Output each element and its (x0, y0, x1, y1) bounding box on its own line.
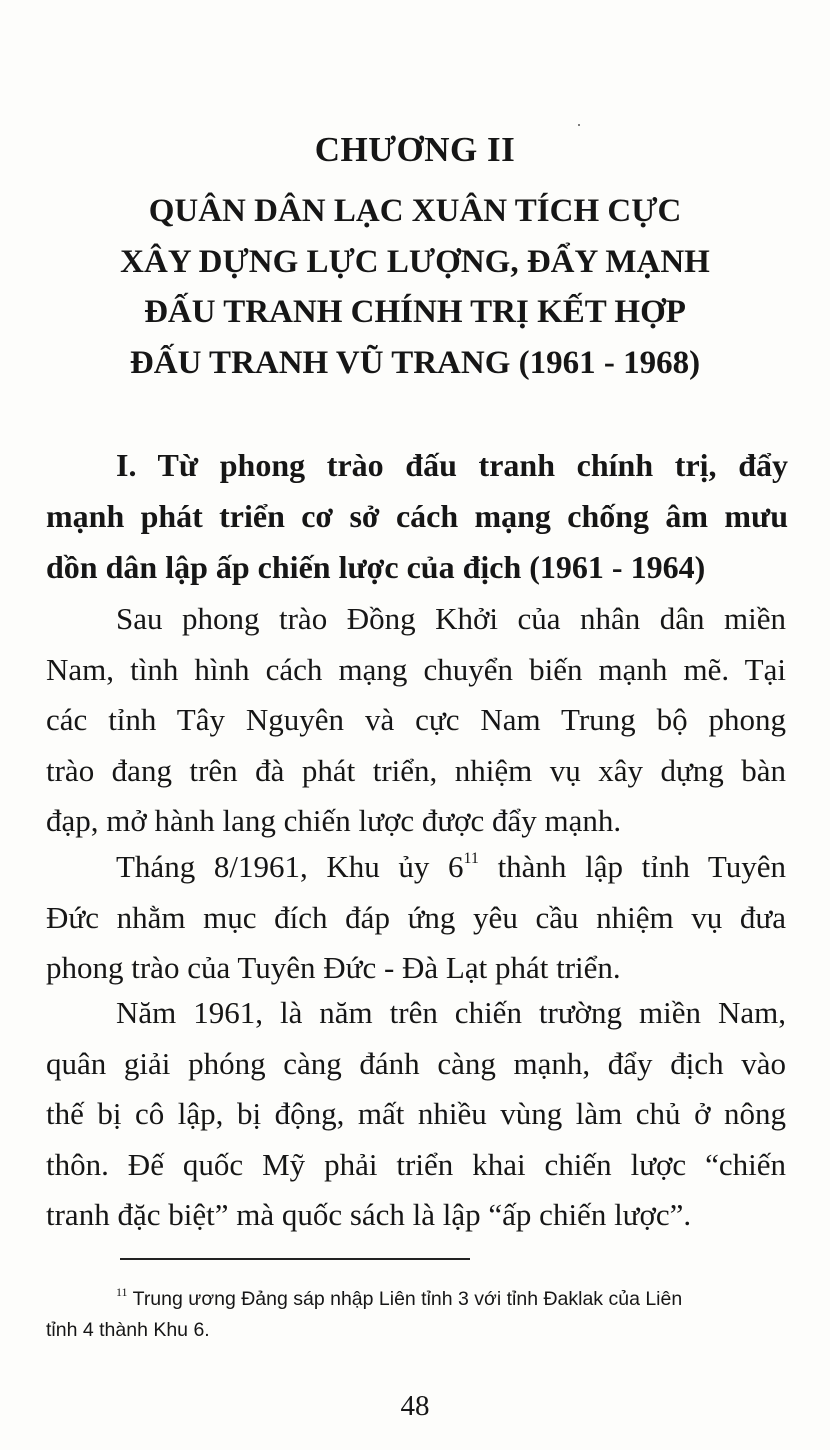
text-line: Sau phong trào Đồng Khởi của nhân dân miền (116, 601, 786, 636)
footnote-reference: 11 (463, 850, 479, 867)
text-line (46, 842, 786, 893)
chapter-title-line: ĐẤU TRANH CHÍNH TRỊ KẾT HỢP (144, 294, 686, 330)
chapter-title-line: QUÂN DÂN LẠC XUÂN TÍCH CỰC (148, 193, 682, 229)
chapter-title-line: XÂY DỰNG LỰC LƯỢNG, ĐẨY MẠNH (120, 243, 710, 280)
text-line: thôn. Đế quốc Mỹ phải triển khai chiến lược “chiến (46, 1146, 786, 1182)
text-line: thế bị cô lập, bị động, mất nhiều vùng làm chủ ở nông (46, 1096, 786, 1131)
text-line: các tỉnh Tây Nguyên và cực Nam Trung bộ phong (46, 702, 786, 737)
footnote-marker: 11 (116, 1285, 128, 1299)
chapter-title (60, 186, 770, 388)
footnote-text: Trung ương Đảng sáp nhập Liên tỉnh 3 với tỉnh Đaklak của Liên (127, 1288, 683, 1310)
text-run: thành lập tỉnh Tuyên (478, 849, 786, 884)
text-line: tranh đặc biệt” mà quốc sách là lập “ấp chiến lược”. (46, 1197, 692, 1232)
text-line: Đức nhằm mục đích đáp ứng yêu cầu nhiệm vụ đưa (46, 899, 786, 935)
page-number: 48 (400, 1390, 430, 1422)
paragraph-3 (46, 988, 786, 1241)
paragraph-1 (46, 594, 786, 847)
section-heading-line: I. Từ phong trào đấu tranh chính trị, đẩy (116, 447, 788, 483)
section-heading-line: dồn dân lập ấp chiến lược của địch (1961 - 1964) (46, 549, 706, 585)
text-line: Năm 1961, là năm trên chiến trường miền Nam, (116, 995, 786, 1030)
text-line: trào đang trên đà phát triển, nhiệm vụ xây dựng bàn (46, 752, 786, 788)
footnote-line (46, 1284, 768, 1315)
text-line: Nam, tình hình cách mạng chuyển biến mạnh mẽ. Tại (46, 651, 786, 687)
text-line: phong trào của Tuyên Đức - Đà Lạt phát triển. (46, 950, 621, 985)
chapter-label: CHƯƠNG II (314, 130, 516, 169)
chapter-title-line: ĐẤU TRANH VŨ TRANG (1961 - 1968) (129, 344, 701, 381)
text-run: Tháng 8/1961, Khu ủy 6 (116, 849, 464, 884)
footnote-divider (120, 1258, 470, 1260)
footnote-line: tỉnh 4 thành Khu 6. (46, 1319, 210, 1341)
section-heading-line: mạnh phát triển cơ sở cách mạng chống âm mưu (46, 498, 788, 534)
print-speck (578, 124, 580, 126)
paragraph-2 (46, 842, 786, 994)
text-line: đạp, mở hành lang chiến lược được đẩy mạnh. (46, 803, 622, 838)
text-line: quân giải phóng càng đánh càng mạnh, đẩy địch vào (46, 1045, 786, 1081)
section-heading (46, 440, 788, 593)
footnote (46, 1284, 768, 1346)
